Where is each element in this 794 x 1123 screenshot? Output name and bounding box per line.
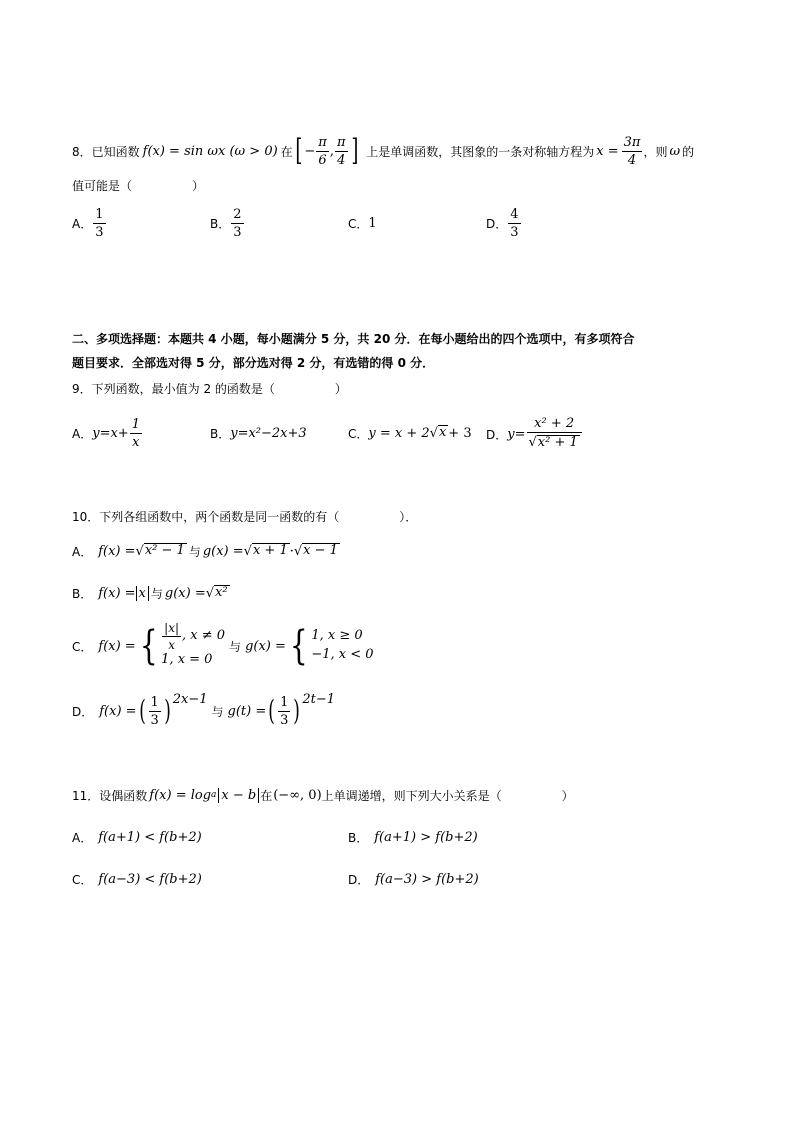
math-fragment: + 3 xyxy=(448,425,472,441)
math-fragment: f(a−3) < f(b+2) xyxy=(98,871,202,887)
math-fragment xyxy=(162,622,181,651)
math-fragment: x − b xyxy=(218,788,259,803)
q11-option-d xyxy=(348,868,479,890)
math-fragment: 1, x ≥ 0 xyxy=(311,628,363,644)
math-fragment: x xyxy=(132,434,140,450)
q10-stem: 10．下列各组函数中，两个函数是同一函数的有（ ）． xyxy=(72,510,418,524)
math-fragment: f(x) = xyxy=(98,638,136,654)
q8-option-d xyxy=(486,206,522,240)
math-fragment: a xyxy=(211,790,217,800)
option-label: C． xyxy=(72,872,93,887)
math-fragment: 3π xyxy=(623,134,641,150)
q8-prefix: 8．已知函数 xyxy=(72,144,140,159)
q11-option-a xyxy=(72,826,202,848)
q8-right-bracket-icon: ] xyxy=(350,133,358,168)
math-fragment: · xyxy=(289,543,294,559)
math-fragment xyxy=(527,417,582,451)
q8-option-c-value: 1 xyxy=(368,215,377,231)
option-label: A． xyxy=(72,544,93,559)
math-fragment: f(x) = xyxy=(99,703,137,719)
q8-interval-left xyxy=(316,136,329,167)
math-fragment: (−∞, 0) xyxy=(273,787,322,803)
math-fragment: 1, x = 0 xyxy=(161,652,213,668)
q8-end: ，则 xyxy=(643,144,668,159)
math-fragment: 在 xyxy=(260,788,273,803)
math-fragment: 2t−1 xyxy=(302,692,336,707)
q11-stem xyxy=(72,784,574,806)
math-fragment: x xyxy=(168,638,175,653)
left-brace-icon: { xyxy=(139,623,158,669)
math-fragment xyxy=(161,622,225,651)
math-fragment: 2 xyxy=(233,206,242,222)
q8-interval-right xyxy=(335,136,348,167)
math-fragment: 3 xyxy=(95,224,104,240)
math-fragment: x² + 2 xyxy=(527,417,582,433)
math-fragment: , x ≠ 0 xyxy=(182,628,226,644)
math-fragment: 1 xyxy=(280,694,289,710)
math-fragment xyxy=(130,418,142,449)
q9-option-c xyxy=(348,414,472,452)
q8-axis-lhs: x = xyxy=(596,143,619,159)
q8-mid: 上是单调函数，其图象的一条对称轴方程为 xyxy=(366,144,595,159)
math-fragment: g(t) = xyxy=(227,703,267,719)
q10-option-a xyxy=(72,540,340,562)
q8-function: f(x) = sin ωx (ω > 0) xyxy=(142,143,278,159)
q9-option-b xyxy=(210,414,307,452)
math-fragment: f(x) = log xyxy=(149,787,212,803)
section2-line2: 题目要求．全部选对得 5 分，部分选对得 2 分，有选错的得 0 分． xyxy=(72,356,435,370)
math-fragment xyxy=(527,433,582,451)
q8-option-a xyxy=(72,206,107,240)
math-fragment: x − 1 xyxy=(303,543,338,559)
option-label: C． xyxy=(72,639,93,654)
math-fragment: |x| xyxy=(164,621,180,636)
math-fragment: y= xyxy=(507,426,526,442)
math-fragment: x xyxy=(136,586,149,601)
option-label: D． xyxy=(348,872,370,887)
option-label: B． xyxy=(210,216,231,231)
q11-option-b xyxy=(348,826,478,848)
math-fragment: 1 xyxy=(95,206,104,222)
q8-option-d-value xyxy=(508,208,520,239)
q8-in: 在 xyxy=(280,144,293,159)
math-fragment: f(a−3) > f(b+2) xyxy=(375,871,479,887)
math-fragment: 与 xyxy=(188,544,201,559)
math-fragment xyxy=(149,696,161,727)
math-fragment: 6 xyxy=(318,152,327,168)
q8-option-b-value xyxy=(231,208,243,239)
math-fragment: 11．设偶函数 xyxy=(72,788,148,803)
math-fragment: x² + 1 xyxy=(537,435,578,451)
q8-tail: 的 xyxy=(682,144,695,159)
math-fragment: 1 xyxy=(131,416,140,432)
math-fragment: f(x) = xyxy=(98,585,136,601)
math-fragment: , xyxy=(329,143,334,159)
option-label: A． xyxy=(72,426,93,441)
math-fragment xyxy=(278,696,290,727)
math-fragment: x² − 1 xyxy=(144,543,185,559)
math-fragment: ( xyxy=(268,694,275,727)
math-fragment: g(x) = xyxy=(245,638,286,654)
math-fragment: y=x²−2x+3 xyxy=(230,425,307,441)
math-fragment: 1 xyxy=(150,694,159,710)
math-fragment: y=x+ xyxy=(92,425,129,441)
math-fragment: x xyxy=(438,425,447,441)
q9-option-a xyxy=(72,414,143,452)
option-label: B． xyxy=(210,426,231,441)
math-fragment: 上单调递增，则下列大小关系是（ ） xyxy=(321,788,574,803)
q8-stem xyxy=(72,133,694,169)
option-label: D． xyxy=(72,704,94,719)
option-label: A． xyxy=(72,216,93,231)
q8-omega: ω xyxy=(669,143,681,159)
q8-left-bracket-icon: [ xyxy=(295,133,303,168)
q10-option-c xyxy=(72,618,374,674)
math-fragment: √ xyxy=(293,543,303,559)
option-label: B． xyxy=(348,830,369,845)
math-fragment: 4 xyxy=(337,152,346,168)
math-fragment: x + 1 xyxy=(252,543,288,559)
math-fragment: π xyxy=(336,134,346,150)
math-fragment: 3 xyxy=(150,712,159,728)
math-fragment: 与 xyxy=(150,586,163,601)
math-fragment: g(x) = xyxy=(164,585,206,601)
math-fragment: √ xyxy=(205,585,215,601)
q10-option-d xyxy=(72,690,335,732)
math-fragment: ( xyxy=(138,694,146,727)
math-fragment: π xyxy=(318,134,327,150)
math-fragment: 2x−1 xyxy=(172,692,208,707)
q10-option-b xyxy=(72,582,230,604)
math-fragment: √ xyxy=(135,543,144,559)
math-fragment: 3 xyxy=(510,224,519,240)
math-fragment: 与 xyxy=(211,704,224,719)
math-fragment: 3 xyxy=(280,712,289,728)
math-fragment xyxy=(161,622,225,670)
q8-axis-value xyxy=(622,136,643,167)
math-fragment: f(a+1) < f(b+2) xyxy=(98,829,202,845)
math-fragment: √ xyxy=(429,425,438,441)
left-brace-icon: { xyxy=(289,623,308,669)
q9-stem: 9．下列函数，最小值为 2 的函数是（ ） xyxy=(72,382,347,396)
math-fragment: 与 xyxy=(229,639,242,654)
math-fragment: x² xyxy=(215,585,228,601)
option-label: B． xyxy=(72,586,93,601)
q8-option-a-value xyxy=(93,208,105,239)
q8-option-b xyxy=(210,206,245,240)
option-label: D． xyxy=(486,427,508,442)
q9-option-d xyxy=(486,414,583,454)
option-label: C． xyxy=(348,426,369,441)
math-fragment: √ xyxy=(528,435,537,451)
math-fragment: ) xyxy=(293,694,301,727)
option-label: C． xyxy=(348,216,369,231)
math-fragment: 4 xyxy=(510,206,519,222)
section2-line1: 二、多项选择题：本题共 4 小题，每小题满分 5 分，共 20 分．在每小题给出的四个选项中，有多项符合 xyxy=(72,332,635,346)
option-label: D． xyxy=(486,216,508,231)
math-fragment: ) xyxy=(163,694,171,727)
math-fragment: 3 xyxy=(233,224,242,240)
math-fragment: y = x + 2 xyxy=(368,425,430,441)
option-label: A． xyxy=(72,830,93,845)
math-fragment: √ xyxy=(243,543,252,559)
math-fragment: g(x) = xyxy=(202,543,244,559)
math-fragment xyxy=(311,627,373,665)
math-fragment: −1, x < 0 xyxy=(311,647,374,662)
math-fragment: − xyxy=(304,143,316,159)
math-fragment: f(x) = xyxy=(98,543,136,559)
q8-line2: 值可能是（ ） xyxy=(72,179,205,193)
math-fragment: 4 xyxy=(627,152,637,168)
q8-option-c xyxy=(348,206,377,240)
q11-option-c xyxy=(72,868,202,890)
math-fragment: f(a+1) > f(b+2) xyxy=(374,829,478,845)
